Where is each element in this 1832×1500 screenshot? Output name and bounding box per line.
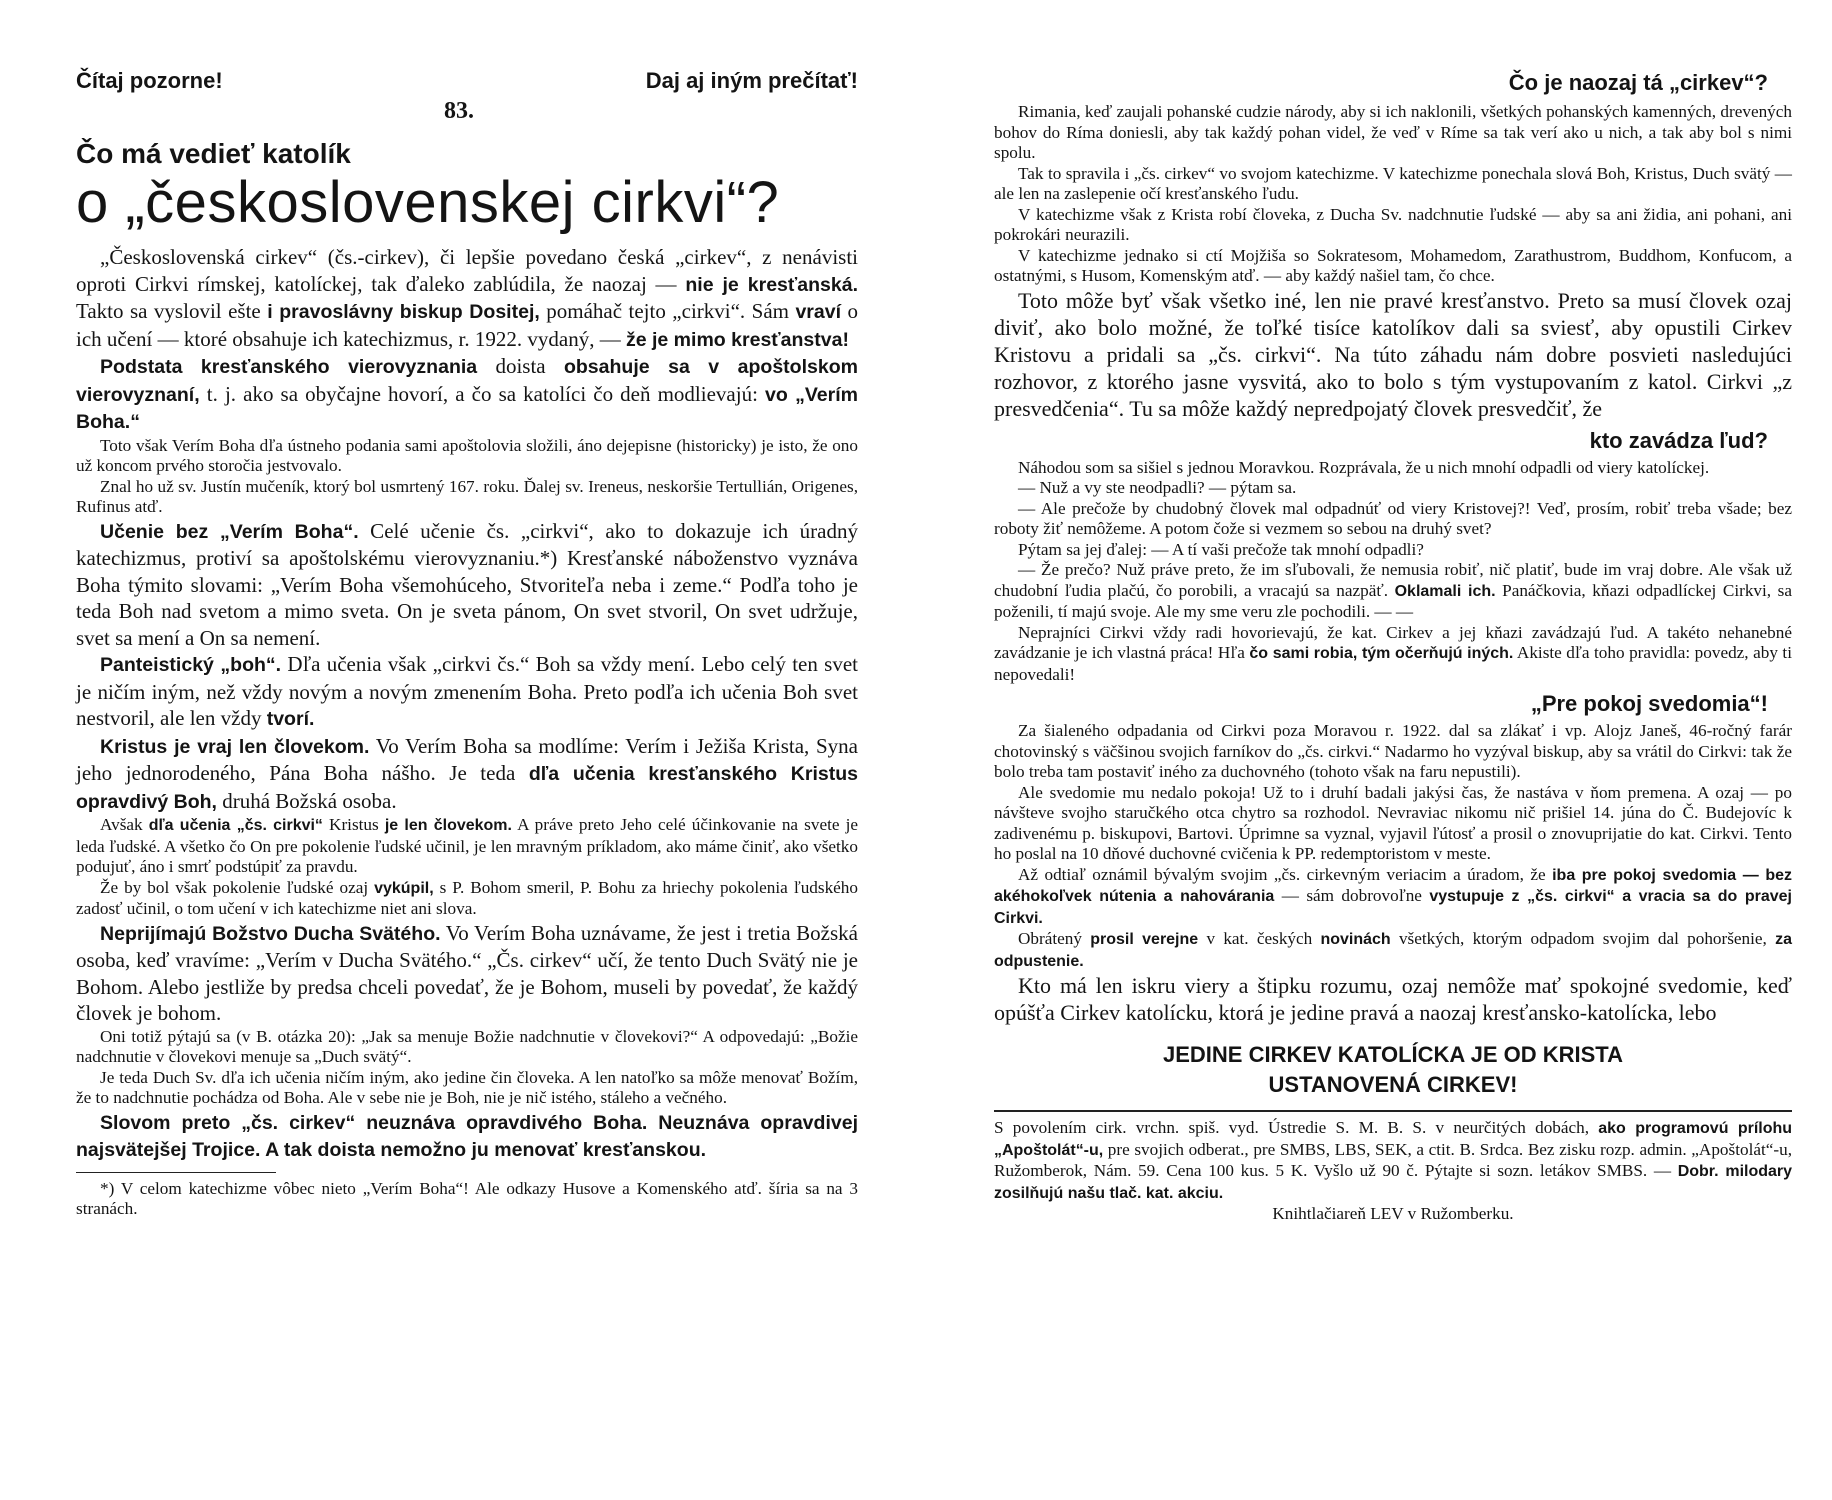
bold-text: Panteistický „boh“. [100,654,282,676]
bold-text: Oklamali ich. [1394,582,1496,600]
bold-text: novinách [1320,931,1391,948]
story-3 [994,865,1792,930]
bold-text: tvorí. [266,708,315,730]
paragraph-teaching [76,518,858,652]
bold-text: vykúpil, [374,879,434,897]
dialog-3: — Ale prečože by chudobný človek mal odpadnúť od viery Kristovej?! Veď, prosím, robiť treba všade; bez roboty žiť nemôžeme. A potom čože si vezmem so sebou na druhý svet? [994,498,1792,538]
bold-text: je len človekom. [384,817,512,834]
header-read-carefully: Čítaj pozorne! [76,68,223,93]
text: „Československá cirkev“ (čs.-cirkev), či lepšie povedano česká „cirkev“, z nenávisti oproti Cirkvi rímskej, katolíckej, tak ďaleko zablúdila, že naozaj — [76,245,858,296]
text: druhá Božská osoba. [216,788,397,813]
text: t. j. ako sa obyčajne hovorí, a čo sa katolíci čo deň modlievajú: [199,381,766,406]
bold-text: nie je kresťanská. [685,273,859,296]
text: Že by bol však pokolenie ľudské ozaj [100,877,375,897]
final-line-1: JEDINE CIRKEV KATOLÍCKA JE OD KRISTA [1162,1042,1623,1067]
text: Panáčkovia, kňazi odpadlíckej Cirkvi, sa poženili, tí majú svoje. Ale my sme veru zle pochodili. — — [994,580,1792,621]
article-title: o „československej cirkvi“? [76,170,780,235]
text: Takto sa vyslovil ešte [76,299,268,323]
text: — sám dobrovoľne [1274,886,1430,905]
text: Celé učenie čs. „cirkvi“, ako to dokazuje ich úradný katechizmus, protiví sa apoštolskému vierovyznaniu.*) Kresťanské náboženstvo vyznáva Boha týmito slovami: „Verím Boha všemohúceho, Stvoriteľa neba i zeme.“ Podľa toho je teda Boh nad svetom a mimo sveta. On je sveta pánom, On svet stvoril, On svet udržuje, svet sa mení a On sa nemení. [76,518,858,650]
note-apostles: Toto však Verím Boha dľa ústneho podania sami apoštolovia složili, áno dejepisne (historicky) je isto, že ono už koncom prvého storočia jestvovalo. [76,435,858,475]
text: Avšak [100,815,149,834]
page-number: 83. [444,98,474,124]
text: Akiste dľa toho pravidla: povedz, aby ti nepovedali! [994,643,1792,684]
imprint [994,1118,1792,1204]
heading-who-misleads: kto zavádza ľud? [1589,427,1768,453]
footnote-divider [76,1172,276,1173]
footnote: *) V celom katechizme vôbec nieto „Verím Boha“! Ale odkazy Husove a Komenského atď. šíria sa na 3 stranách. [76,1178,858,1218]
bold-text: Dobr. milodary zosilňujú našu tlač. kat. akciu. [994,1163,1792,1202]
text: pre svojich odberat., pre SMBS, LBS, SEK, a ctit. B. Srdca. Bez zisku rozp. admin. „Apoštolát“-u, Ružomberok, Nám. 59. Cena 100 kus. 5 K. Vyšlo už 90 č. Pýtajte si sozn. letákov SMBS. — [994,1139,1792,1180]
dialog-1: Náhodou som sa sišiel s jednou Moravkou. Rozprávala, že u nich mnohí odpadli od viery katolíckej. [1018,457,1710,477]
story-1: Za šialeného odpadania od Cirkvi poza Moravou r. 1922. dal sa zlákať i vp. Alojz Janeš, 46-ročný farár chotovinský s väčšinou svojich farníkov do „čs. cirkvi.“ Nadarmo ho vyzýval biskup, aby sa vrátil do Cirkvi: tak že bolo treba tam postaviť iného za duchovného (tohoto však na faru nepustili). [994,721,1792,781]
text: Dľa učenia však „cirkvi čs.“ Boh sa vždy mení. Lebo celý ten svet je ničím iným, než vždy novým a novým zmenením Boha. Preto podľa ich učenia Boh svet nestvoril, ale len vždy [76,652,858,730]
paragraph-holy-spirit [76,920,858,1027]
text: Vo Verím Boha sa modlíme: Verím i Ježiša Krista, Syna jeho jednorodeného, Pána Boha nášho. Je teda [76,733,859,785]
text: Obrátený [1018,929,1091,948]
text: pomáhač tejto „cirkvi“. Sám [539,299,796,323]
dialog-6 [994,623,1792,686]
final-line-2: USTANOVENÁ CIRKEV! [1268,1072,1518,1097]
dialog-2: — Nuž a vy ste neodpadli? — pýtam sa. [1018,478,1297,497]
note-redemption [76,878,858,920]
paragraph-pantheist [76,651,858,733]
paragraph-christ [76,733,858,816]
bold-text: Kristus je vraj len človekom. [100,735,370,758]
bold-text: dľa učenia „čs. cirkvi“ [148,817,323,834]
paragraph-conclusion [76,1109,858,1164]
text: o ich učení — ktoré obsahuje ich katechizmus, r. 1922. vydaný, — [76,299,858,351]
text: A práve preto Jeho celé účinkovanie na svete je leda ľudské. A všetko čo On pre pokolenie ľudské učinil, je len mravným príkladom, ako máme činiť, ako všetko podujuť, áno i smrť podstúpiť za pravdu. [76,815,858,876]
text: s P. Bohom smeril, P. Bohu za hriechy pokolenia ľudského zadosť učinil, o tom učení v ich katechizme niet ani slova. [76,877,858,918]
final-statement [994,1040,1792,1100]
bold-text: vraví [795,301,842,323]
bold-text: Slovom preto „čs. cirkev“ neuznáva opravdivého Boha. Neuznáva opravdivej najsvätejšej Trojice. A tak doista nemožno ju menovať kresťanskou. [76,1111,858,1161]
text: doista [477,354,564,378]
left-header [76,68,858,100]
bold-text: vo „Verím Boha.“ [76,383,858,433]
bold-text: že je mimo kresťanstva! [625,328,849,351]
bold-text: i pravoslávny biskup Dositej, [267,301,540,323]
bold-text: ako programovú prílohu „Apoštolát“-u, [994,1120,1792,1159]
right-title: Čo je naozaj tá „cirkev“? [1508,70,1768,95]
bold-text: Učenie bez „Verím Boha“. [100,520,359,543]
header-pass-on: Daj aj iným prečítať! [645,68,858,93]
note-christ-man [76,815,858,878]
text: v kat. českých [1198,929,1321,948]
text: Vo Verím Boha uznávame, že jest i tretia Božská osoba, keď vravíme: „Verím v Ducha Svätého.“ „Čs. cirkev“ učí, že tento Duch Svätý nie je Bohom. Alebo jestliže by predsa chceli povedať, že je Bohom, museli by povedať, že každý človek je bohom. [76,920,858,1025]
printer: Knihtlačiareň LEV v Ružomberku. [1272,1204,1514,1223]
story-2: Ale svedomie mu nedalo pokoja! Už to i druhí badali jakýsi čas, že nastáva v ňom premena. A ozaj — po návšteve svojho staručkého otca chytro sa rozhodol. Nevraviac nikomu nič prišiel 14. júna do Č. Budejovíc k zadivenému p. biskupovi, Bartovi. Úprimne sa vyznal, vyjavil ľútosť a prosil o znovuprijatie do kat. Cirkvi. Tento ho poslal na 10 dňové duchovné cvičenia k PP. redemptoristom v meste. [994,782,1792,863]
paragraph-closing: Kto má len iskru viery a štipku rozumu, ozaj nemôže mať spokojné svedomie, keď opúšťa Cirkev katolícku, ktorá je jedine pravá a naozaj kresťansko-katolícka, lebo [994,973,1792,1025]
bold-text: prosil verejne [1090,931,1199,948]
text: Až odtiaľ oznámil bývalým svojim „čs. cirkevným veriacim a úradom, že [1018,864,1553,884]
text: všetkých, ktorým odpadom svojim dal pohoršenie, [1390,929,1776,948]
bold-text: vystupuje z „čs. cirkvi“ a vracia sa do pravej Cirkvi. [994,888,1792,927]
right-page [916,0,1832,1500]
note-catechism-1: Tak to spravila i „čs. cirkev“ vo svojom katechizme. V katechizme ponechala slová Boh, Kristus, Duch svätý — ale len na zaslepenie očí kresťanského ľudu. [994,163,1792,203]
imprint-divider [994,1110,1792,1112]
note-justin: Znal ho už sv. Justín mučeník, ktorý bol usmrtený 167. roku. Ďalej sv. Ireneus, neskoršie Tertullián, Origenes, Rufinus atď. [76,476,858,516]
article-subtitle: Čo má vedieť katolík [76,138,351,169]
bold-text: iba pre pokoj svedomia — bez akéhokoľvek nútenia a nahovárania [994,866,1792,905]
bold-text: za odpustenie. [994,931,1793,970]
note-catechism-3: V katechizme jednako si ctí Mojžiša so Sokratesom, Mohamedom, Zarathustrom, Buddhom, Konfucom, a ostatnými, s Husom, Komenským atď. — aby každý našiel tam, čo chce. [994,245,1792,285]
bold-text: obsahuje sa v apoštolskom vierovyznaní, [76,356,858,406]
bold-text: čo sami robia, tým očerňujú iných. [1249,645,1514,662]
note-question-20: Oni totiž pýtajú sa (v B. otázka 20): „Jak sa menuje Božie nadchnutie v človekovi?“ A odpovedajú: „Božie nadchnutie v človekovi menuje sa „Duch svätý“. [76,1026,858,1066]
heading-conscience: „Pre pokoj svedomia“! [1530,691,1768,716]
text: Neprajníci Cirkvi vždy radi hovorievajú, že kat. Cirkev a jej kňazi zavádzajú ľud. A takéto nehanebné zavádzanie je ich vlastná práca! Hľa [994,622,1792,662]
text: S povolením cirk. vrchn. spiš. vyd. Ústredie S. M. B. S. v neurčitých dobách, [994,1118,1599,1137]
bold-text: Podstata kresťanského vierovyznania [100,356,478,378]
dialog-5 [994,560,1792,623]
paragraph-intro [76,244,858,353]
text: Kristus [322,815,385,834]
note-holy-spirit: Je teda Duch Sv. dľa ich učenia ničím iným, ako jedine čin človeka. A len natoľko sa môže menovať Božím, že to nadchnutie pochádza od Boha. Ale v sebe nie je Boh, nie je nič istého, stáleho a večného. [76,1067,858,1107]
note-catechism-2: V katechizme však z Krista robí človeka, z Ducha Sv. nadchnutie ľudské — aby sa ani židia, ani pohani, ani pokrokári neurazili. [994,204,1792,244]
story-4 [994,929,1792,972]
text: — Že prečo? Nuž práve preto, že im sľubovali, že nemusia robiť, nič platiť, bude im vraj dobre. Ale však už chudobní ľudia plačú, čo porobili, a vracajú sa nazpäť. [994,560,1792,600]
paragraph-creed [76,353,858,436]
paragraph-wonder: Toto môže byť však všetko iné, len nie pravé kresťanstvo. Preto sa musí človek ozaj diviť, ako bolo možné, že toľké tisíce katolíkov dali sa sviesť, aby opustili Cirkev Kristovu a pridali sa „čs. cirkvi“. Na túto záhadu nám dobre posvieti nasledujúci rozhovor, z ktorého jasne vysvitá, ako to bolo s tým vystupovaním z katol. Cirkvi „z presvedčenia“. Tu sa môže každý nepredpojatý človek presvedčiť, že [994,287,1792,421]
bold-text: Neprijímajú Božstvo Ducha Svätého. [100,922,441,945]
note-romans: Rimania, keď zaujali pohanské cudzie národy, aby si ich naklonili, všetkých pohanských kamenných, drevených bohov do Ríma doniesli, aby tak každý pohan videl, že veď v Ríme sa tak verí ako u nich, a tak aby bol s nimi spolu. [994,102,1792,162]
bold-text: dľa učenia kresťanského Kristus opravdivý Boh, [76,763,858,813]
dialog-4: Pýtam sa jej ďalej: — A tí vaši prečože tak mnohí odpadli? [1018,539,1424,559]
